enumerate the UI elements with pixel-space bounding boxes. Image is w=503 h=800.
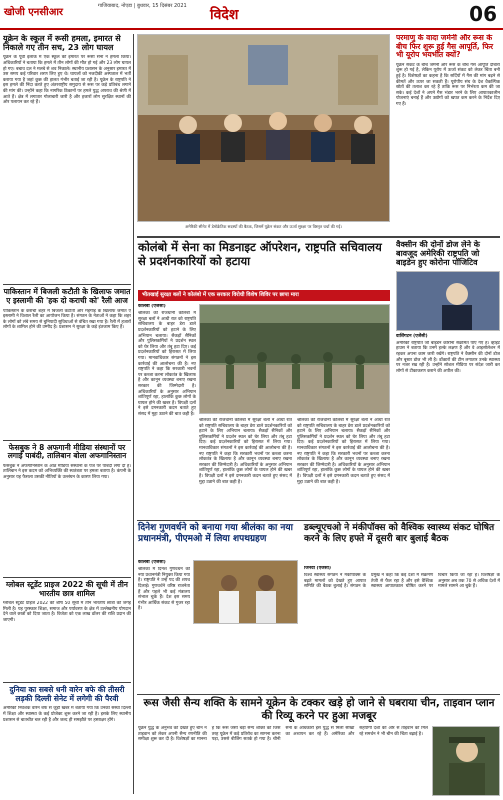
- lanka-agency: कोलंबो (एजेंसी): [138, 560, 166, 565]
- who-agency: जिनेवा (एजेंसी): [304, 566, 331, 571]
- headline-colombo: कोलंबो में सेना का मिडनाइट ऑपरेशन, राष्ट्रपति सचिवालय से प्रदर्शनकारियों को हटाया: [138, 240, 382, 268]
- who-body: [304, 566, 500, 690]
- article-facebook-ban: फेसबुक ने अफगानिस्तान के आठ मीडिया संस्थानों के पेज पर पाबंदी लगा दी है। तालिबान ने इस कदम को अभिव्यक्ति की स्वतंत्रता पर हमला बताया है। कंपनी के अनुसार यह फैसला उसकी नीतियों के उल्लंघन के कारण लिया गया।: [3, 463, 131, 481]
- page-number: 06: [469, 2, 497, 26]
- colombo-text-cont: श्रीलंका की राजधानी कोलंबो में सुरक्षा बलों ने आधी रात को राष्ट्रपति सचिवालय के बाहर डेरा डाले प्रदर्शनकारियों को हटाने के लिए अभियान चलाया। सैकड़ों सैनिकों और पुलिसकर्मियों ने प्रदर्शन स्थल को घेर लिया और तंबू हटा दिए। कई प्रदर्शनकारियों को हिरासत में लिया गया। मानवाधिकार संगठनों ने इस कार्रवाई की आलोचना की है। नए राष्ट्रपति ने कहा कि सरकारी भवनों पर कब्जा करना लोकतंत्र के खिलाफ है और कानून व्यवस्था बनाए रखना सरकार की जिम्मेदारी है। अधिकारियों के अनुसार अभियान शांतिपूर्ण रहा, हालांकि कुछ लोगों के घायल होने की खबर है। विपक्षी दलों ने इसे दमनकारी कदम बताते हुए संसद में मुद्दा उठाने की बात कही है।: [297, 418, 390, 485]
- biden-article: [396, 240, 500, 516]
- issue-date: गाजियाबाद, नोएडा | बुधवार, 15 दिसंबर 2021: [98, 3, 187, 9]
- colombo-agency: कोलंबो (एजेंसी): [138, 304, 166, 309]
- masthead: [0, 0, 503, 30]
- article-who: विश्व स्वास्थ्य संगठन ने मंकीपॉक्स के बढ़ते मामलों को देखते हुए आपात समिति की बैठक बुलाई है। संगठन के प्रमुख ने कहा कि कई देशों में संक्रमण तेजी से फैल रहा है और इसे वैश्विक स्वास्थ्य आपातकाल घोषित करने पर विचार किया जा रहा है। विशेषज्ञों के अनुसार अब तक 70 से अधिक देशों में मामले सामने आ चुके हैं।: [304, 573, 500, 590]
- srilanka-body: [138, 560, 190, 690]
- colombo-soldiers-photo: [199, 304, 390, 414]
- senate-photo-caption: अमेरिकी सीनेट में डेमोक्रेटिक सदस्यों की बैठक, जिसमें यूक्रेन संकट और ऊर्जा सुरक्षा पर विस्तृत चर्चा की गई।: [185, 224, 342, 229]
- divider: [3, 577, 131, 578]
- article-germany-gas: यूक्रेन संकट के बीच जर्मनी और रूस के बीच गैस आपूर्ति दोबारा शुरू हो गई है, लेकिन यूरोप में ऊर्जा संकट को लेकर चिंता बनी हुई है। विशेषज्ञों का कहना है कि सर्दियों में गैस की मांग बढ़ने से कीमतें और ऊपर जा सकती हैं। यूरोपीय संघ के देश वैकल्पिक स्रोतों की तलाश कर रहे हैं ताकि रूस पर निर्भरता कम की जा सके। कई देशों ने अपने गैस भंडार भरने के लिए आपातकालीन योजनाएं बनाई हैं और उद्योगों को खपत कम करने के निर्देश दिए गए हैं।: [396, 62, 500, 108]
- section-divider: [137, 694, 500, 695]
- article-student-prize: ग्लोबल स्टूडेंट प्राइज 2022 की शीर्ष 50 सूची में तीन भारतीय छात्रों को जगह मिली है। यह पुरस्कार शिक्षा, समाज और पर्यावरण के क्षेत्र में उल्लेखनीय योगदान देने वाले छात्रों को दिया जाता है। विजेता को एक लाख डॉलर की राशि प्रदान की जाएगी।: [3, 601, 131, 623]
- section-title: विदेश: [210, 7, 239, 23]
- left-column: [3, 34, 131, 794]
- china-body: [138, 726, 428, 796]
- headline-student-prize: ग्लोबल स्टूडेंट प्राइज 2022 की सूची में तीन भारतीय छात्र शामिल: [6, 579, 128, 598]
- section-divider: [137, 236, 500, 238]
- divider: [3, 440, 131, 441]
- column-rule: [133, 34, 134, 794]
- biden-illustration: [397, 272, 500, 331]
- paper-name: खोजी एनसीआर: [4, 7, 64, 18]
- xi-jinping-photo: [432, 726, 500, 796]
- pm-oath-illustration: [194, 561, 298, 624]
- colombo-subheading: भीतखाई सुरक्षा बलों ने कोलंबो में एक सरकार विरोधी विशेष शिविर पर छापा मारा: [138, 290, 390, 301]
- colombo-text: श्रीलंका की राजधानी कोलंबो में सुरक्षा बलों ने आधी रात को राष्ट्रपति सचिवालय के बाहर डेरा डाले प्रदर्शनकारियों को हटाने के लिए अभियान चलाया। सैकड़ों सैनिकों और पुलिसकर्मियों ने प्रदर्शन स्थल को घेर लिया और तंबू हटा दिए। कई प्रदर्शनकारियों को हिरासत में लिया गया। मानवाधिकार संगठनों ने इस कार्रवाई की आलोचना की है। नए राष्ट्रपति ने कहा कि सरकारी भवनों पर कब्जा करना लोकतंत्र के खिलाफ है और कानून व्यवस्था बनाए रखना सरकार की जिम्मेदारी है। अधिकारियों के अनुसार अभियान शांतिपूर्ण रहा, हालांकि कुछ लोगों के घायल होने की खबर है। विपक्षी दलों ने इसे दमनकारी कदम बताते हुए संसद में मुद्दा उठाने की बात कही है।: [138, 311, 196, 417]
- article-srilanka: श्रीलंका में दिनेश गुणवर्धने को नया प्रधानमंत्री नियुक्त किया गया है। राष्ट्रपति ने उन्हें पद की शपथ दिलाई। गुणवर्धने वरिष्ठ राजनेता हैं और पहले भी कई मंत्रालय संभाल चुके हैं। देश इस समय गंभीर आर्थिक संकट से गुजर रहा है।: [138, 567, 190, 612]
- colombo-text-cont: श्रीलंका की राजधानी कोलंबो में सुरक्षा बलों ने आधी रात को राष्ट्रपति सचिवालय के बाहर डेरा डाले प्रदर्शनकारियों को हटाने के लिए अभियान चलाया। सैकड़ों सैनिकों और पुलिसकर्मियों ने प्रदर्शन स्थल को घेर लिया और तंबू हटा दिए। कई प्रदर्शनकारियों को हिरासत में लिया गया। मानवाधिकार संगठनों ने इस कार्रवाई की आलोचना की है। नए राष्ट्रपति ने कहा कि सरकारी भवनों पर कब्जा करना लोकतंत्र के खिलाफ है और कानून व्यवस्था बनाए रखना सरकार की जिम्मेदारी है। अधिकारियों के अनुसार अभियान शांतिपूर्ण रहा, हालांकि कुछ लोगों के घायल होने की खबर है। विपक्षी दलों ने इसे दमनकारी कदम बताते हुए संसद में मुद्दा उठाने की बात कही है।: [199, 418, 292, 485]
- senate-hearing-illustration: [138, 35, 390, 222]
- headline-buffett: दुनिया का सबसे धनी वारेन बफे की तीसरी लड़की दिल्ली सेनेट में लगेगी की पैरवी: [9, 685, 125, 703]
- biden-photo: [396, 271, 500, 331]
- headline-biden: वैक्सीन की दोनों डोज लेने के बावजूद अमेरिकी राष्ट्रपति जो बाइडेन हुए कोरोना पॉजिटिव: [396, 240, 480, 268]
- headline-pakistan-rally: पाकिस्तान में बिजली कटौती के खिलाफ जमात ए इस्लामी की 'हक दो कराची को' रैली आज: [3, 287, 131, 305]
- headline-china-taiwan: रूस जैसी सैन्य शक्ति के सामने यूक्रेन के टक्कर खड़े हो जाने से घबराया चीन, ताइवान प्लान की रिव्यू करने पर हुआ मजबूर: [143, 697, 495, 722]
- article-buffett: अमेरिकी निवेशक वारेन बफे से जुड़ी खबर में बताया गया कि उनकी संस्था दिल्ली में शिक्षा और स्वास्थ्य के कई प्रोजेक्ट शुरू करने जा रही है। इसके लिए स्थानीय प्रशासन से बातचीत चल रही है और जल्द ही समझौते पर हस्ताक्षर होंगे।: [3, 706, 131, 723]
- article-china: यूक्रेन युद्ध के अनुभव को देखते हुए चीन ने ताइवान को लेकर अपनी सैन्य रणनीति की समीक्षा शुरू कर दी है। विशेषज्ञों का मानना है कि रूस जैसी बड़ी सैन्य शक्ति को जिस तरह यूक्रेन में कड़े प्रतिरोध का सामना करना पड़ा, उससे बीजिंग सतर्क हो गया है। चीनी सेना के अधिकारी इस युद्ध से मिली सीखों का अध्ययन कर रहे हैं। अमेरिका और सहयोगी देशों की ओर से ताइवान को मिल रहे समर्थन ने भी चीन की चिंता बढ़ाई है।: [138, 726, 428, 743]
- senate-hearing-photo: [137, 34, 390, 222]
- xi-illustration: [433, 727, 500, 796]
- headline-who-monkeypox: डब्ल्यूएचओ ने मंकीपॉक्स को वैश्विक स्वास्थ्य संकट घोषित करने के लिए हफ्ते में दूसरी बार बुलाई बैठक: [304, 523, 495, 544]
- right-top-article: [396, 34, 500, 232]
- headline-srilanka-pm: दिनेश गुणवर्धने को बनाया गया श्रीलंका का नया प्रधानमंत्री, पीएमओ में लिया शपथग्रहण: [138, 523, 293, 544]
- article-ukraine-school: यूक्रेन के पूर्वी इलाके में एक स्कूल की इमारत पर रूसी सेना ने हमला किया। अधिकारियों ने बताया कि हमले में तीन लोगों की मौत हो गई और 23 लोग घायल हो गए। बचाव दल ने मलबे से शव निकाले। स्थानीय प्रशासन के अनुसार इमारत में उस समय कई परिवार शरण लिए हुए थे। घायलों को नजदीकी अस्पताल में भर्ती कराया गया है जहां कुछ की हालत गंभीर बताई जा रही है। यूक्रेन के राष्ट्रपति ने इस हमले की निंदा करते हुए अंतरराष्ट्रीय समुदाय से रूस पर कड़े प्रतिबंध लगाने की मांग की। उन्होंने कहा कि नागरिक ठिकानों पर हमले युद्ध अपराध की श्रेणी में आते हैं। क्षेत्र में लगातार गोलाबारी जारी है और हजारों लोग सुरक्षित स्थानों की ओर पलायन कर रहे हैं।: [3, 55, 131, 106]
- soldiers-illustration: [200, 305, 390, 414]
- colombo-body: [138, 304, 196, 516]
- article-biden: अमेरिकी राष्ट्रपति जो बाइडेन कोरोना संक्रमित पाए गए हैं। व्हाइट हाउस ने बताया कि उनमें हल्के लक्षण हैं और वे आइसोलेशन में रहकर अपना काम जारी रखेंगे। राष्ट्रपति ने वैक्सीन की दोनों डोज और बूस्टर डोज भी ली है। डॉक्टरों की टीम लगातार उनके स्वास्थ्य पर नजर रख रही है। उन्होंने सोशल मीडिया पर संदेश जारी कर लोगों से टीकाकरण कराने की अपील की।: [396, 340, 500, 374]
- srilanka-pm-photo: [193, 560, 298, 624]
- headline-facebook-ban: फेसबुक ने 8 अफगानी मीडिया संस्थानों पर लगाई पाबंदी, तालिबान बोला अफगानिस्तान: [7, 442, 127, 461]
- headline-ukraine-school: यूक्रेन के स्कूल में रूसी हमला, इमारत से निकाले गए तीन सच, 23 लोग घायल: [3, 34, 121, 53]
- section-divider: [137, 520, 500, 521]
- biden-agency: वाशिंगटन (एजेंसी): [396, 333, 428, 339]
- divider: [3, 682, 131, 683]
- headline-germany-gas: परमाणु के वादा जर्मनी और रूस के बीच फिर शुरू हुई गैस आपूर्ति, फिर भी यूरोप भयभीत क्यों?: [396, 34, 494, 60]
- article-pakistan-rally: पाकिस्तान के कराची शहर में बिजली कटौती और महंगाई के खिलाफ जमात ए इस्लामी ने विशाल रैली का आयोजन किया है। संगठन के नेताओं ने कहा कि शहर के लोगों को लंबे समय से बुनियादी सुविधाओं से वंचित रखा गया है। रैली में हजारों लोगों के शामिल होने की उम्मीद है। प्रशासन ने सुरक्षा के कड़े इंतजाम किए हैं।: [3, 308, 131, 331]
- divider: [3, 284, 131, 285]
